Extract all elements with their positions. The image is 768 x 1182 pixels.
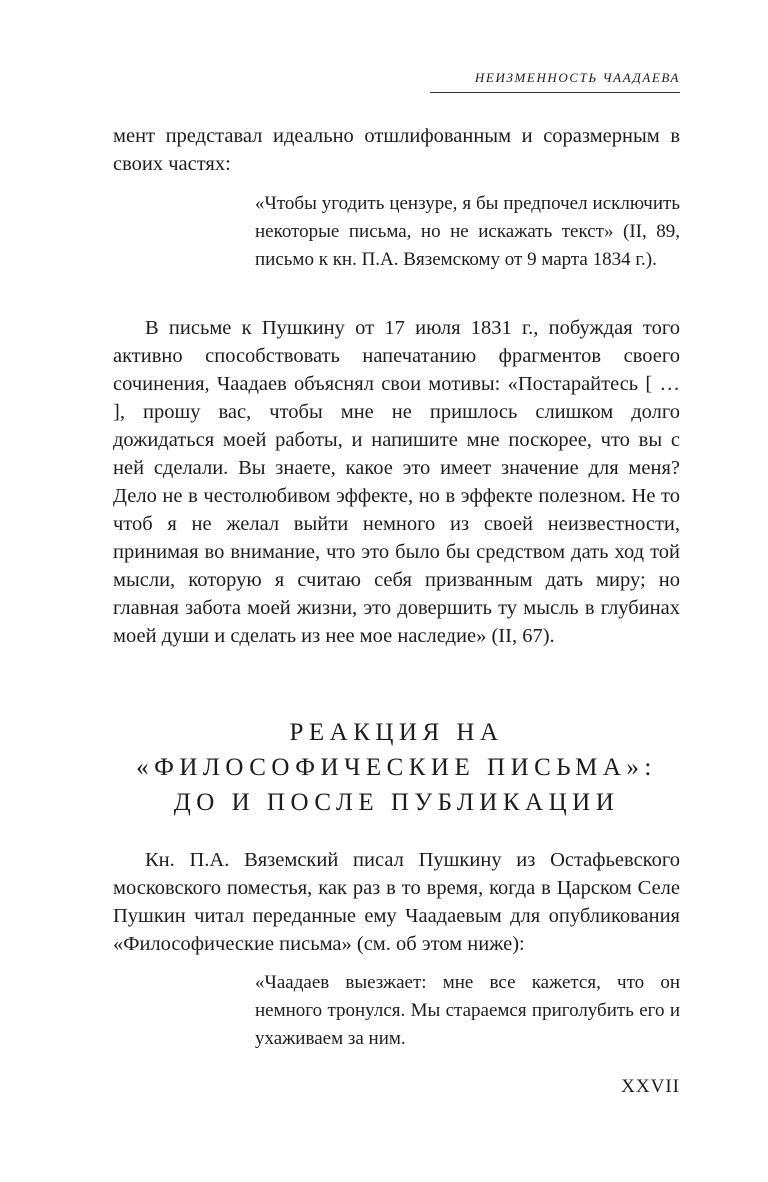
- section-heading-line-3: ДО И ПОСЛЕ ПУБЛИКАЦИИ: [173, 789, 620, 816]
- block-quote-censorship: «Чтобы угодить цензуре, я бы предпочел исключить некоторые письма, но не искажать текст» (II, 89, письмо к кн. П.А. Вяземскому от 9 марта 1834 г.).: [255, 193, 680, 270]
- paragraph-vyazemsky: Кн. П.А. Вяземский писал Пушкину из Остафьевского московского поместья, как раз в то время, когда в Царском Селе Пушкин читал переданные ему Чаадаевым для опубликования «Философические письма» (см. об этом ниже):: [113, 849, 680, 955]
- page-number: XXVII: [621, 1076, 680, 1097]
- section-heading: [113, 715, 680, 820]
- block-quote-chaadaev: «Чаадаев выезжает: мне все кажется, что он немного тронулся. Мы стараемся приголубить его и ухаживаем за ним.: [255, 972, 680, 1049]
- paragraph-continuation: мент представал идеально отшлифованным и соразмерным в своих частях:: [113, 125, 680, 175]
- paragraph-letter-to-pushkin: В письме к Пушкину от 17 июля 1831 г., побуждая того активно способствовать напечатанию фрагментов своего сочинения, Чаадаев объяснял свои мотивы: «Постарайтесь [ … ], прошу вас, чтобы мне не пришлось слишком долго дожидаться моей работы, и напишите мне поскорее, что вы с ней сделали. Вы знаете, какое это имеет значение для меня? Дело не в честолюбивом эффекте, но в эффекте полезном. Не то чтоб я не желал выйти немного из своей неизвестности, принимая во внимание, что это было бы средством дать ход той мысли, которую я считаю себя призванным дать миру; но главная забота моей жизни, это довершить ту мысль в глубинах моей души и сделать из нее мое наследие» (II, 67).: [113, 317, 680, 647]
- section-heading-line-1: РЕАКЦИЯ НА: [289, 719, 504, 746]
- running-head: НЕИЗМЕННОСТЬ ЧААДАЕВА: [430, 70, 680, 93]
- section-heading-line-2: «ФИЛОСОФИЧЕСКИЕ ПИСЬМА»:: [136, 754, 657, 781]
